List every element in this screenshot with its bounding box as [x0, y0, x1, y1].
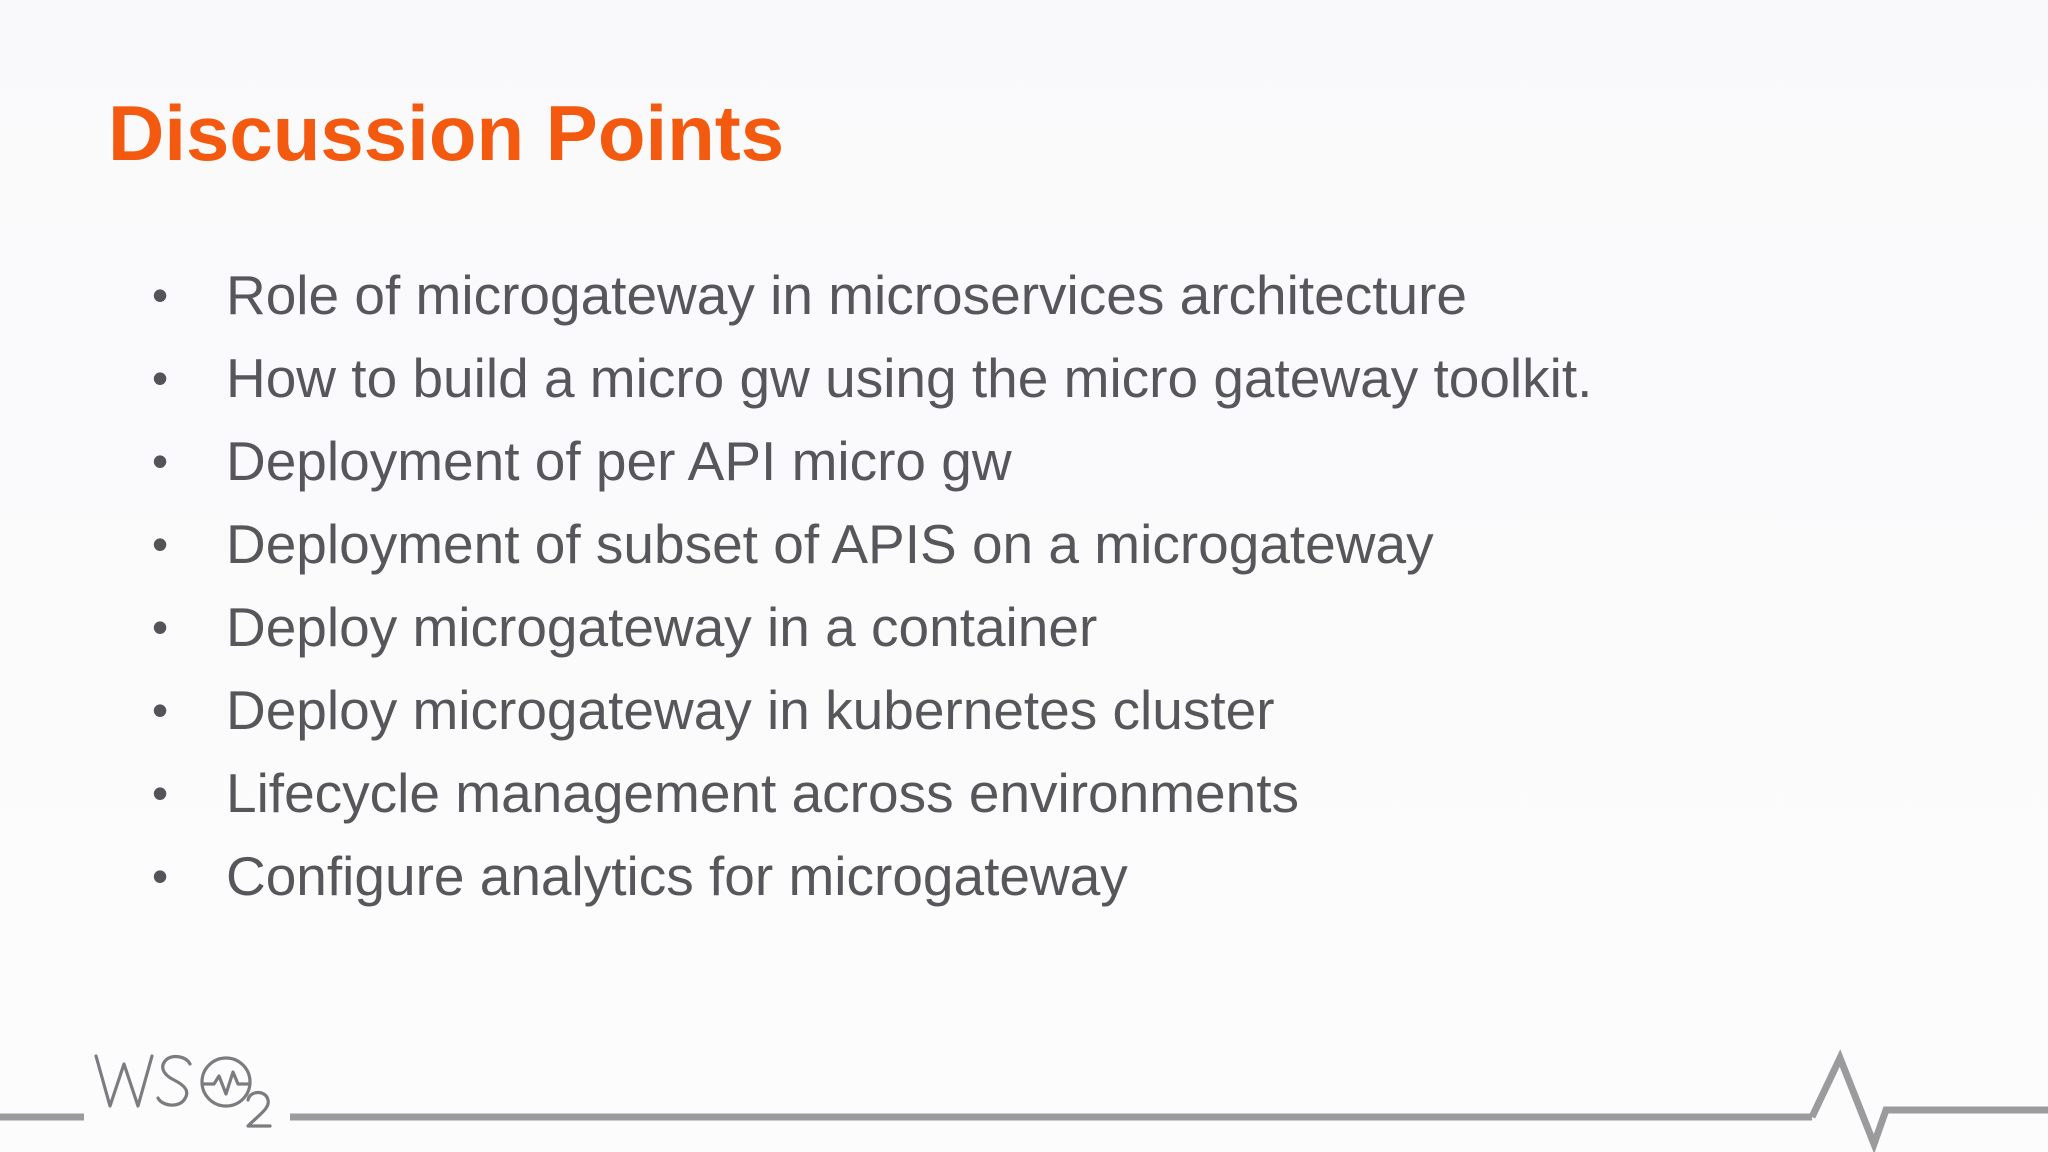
bullet-text: Lifecycle management across environments	[226, 762, 1300, 824]
bullet-dot-icon: •	[152, 518, 169, 570]
bullet-dot-icon: •	[152, 767, 169, 819]
slide-title: Discussion Points	[108, 89, 785, 177]
bullet-text: Deployment of subset of APIS on a microgateway	[226, 513, 1434, 575]
bullet-text: Role of microgateway in microservices architecture	[226, 264, 1467, 326]
heartbeat-o-icon	[202, 1058, 250, 1106]
bullet-text: How to build a micro gw using the micro gateway toolkit.	[226, 347, 1593, 409]
bullet-dot-icon: •	[152, 850, 169, 902]
bullet-dot-icon: •	[152, 684, 169, 736]
bullet-dot-icon: •	[152, 601, 169, 653]
bullet-text: Deploy microgateway in kubernetes cluster	[226, 679, 1275, 741]
wso2-logo	[96, 1056, 270, 1126]
bullet-text: Configure analytics for microgateway	[226, 845, 1128, 907]
footer	[0, 1040, 2048, 1152]
bullet-text: Deploy microgateway in a container	[226, 596, 1098, 658]
bullet-text: Deployment of per API micro gw	[226, 430, 1012, 492]
bullet-dot-icon: •	[152, 435, 169, 487]
bullet-dot-icon: •	[152, 352, 169, 404]
heartbeat-spike-icon	[1812, 1058, 2048, 1144]
bullet-dot-icon: •	[152, 269, 169, 321]
